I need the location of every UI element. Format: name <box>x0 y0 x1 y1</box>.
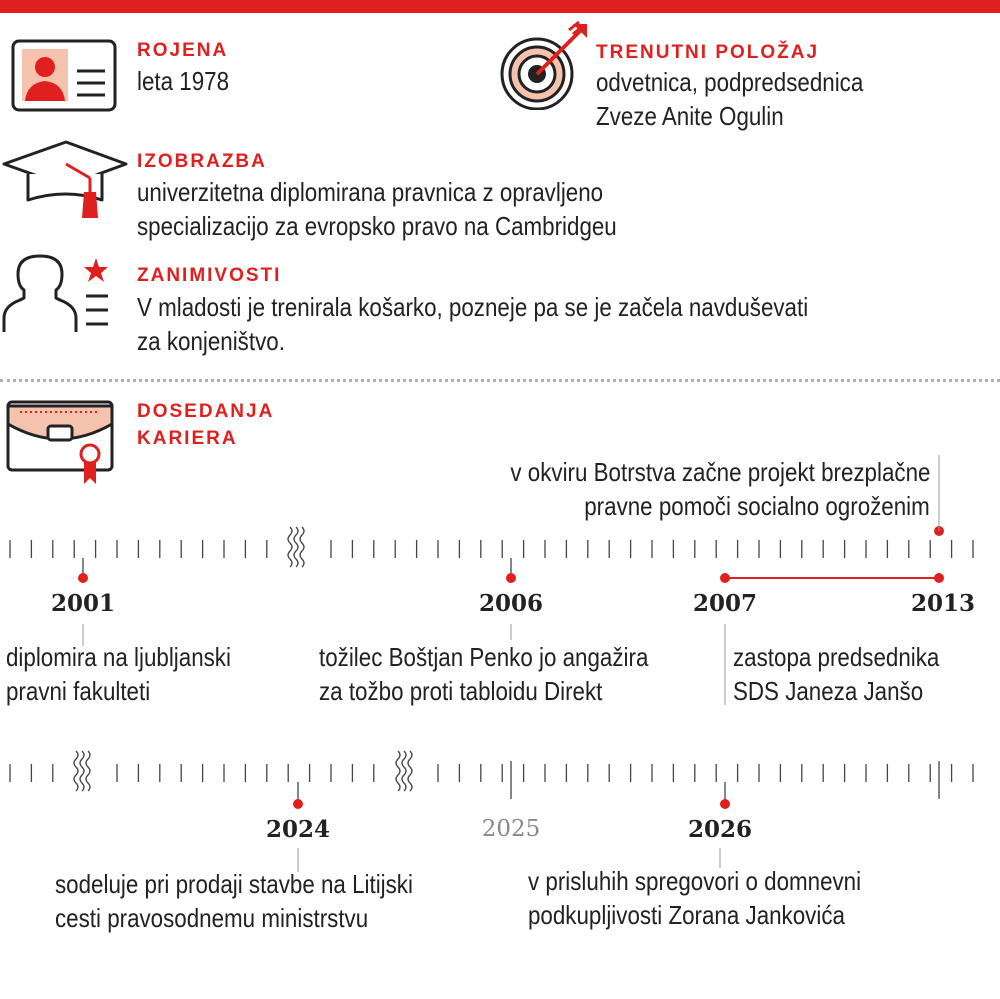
career-label-line-2: KARIERA <box>137 428 238 449</box>
event-2001-line-2: pravni fakulteti <box>6 676 151 706</box>
timeline2-break-mark <box>86 751 90 791</box>
timeline1-break-mark <box>288 527 292 567</box>
education-line-1: univerzitetna diplomirana pravnica z opravljeno <box>137 177 604 207</box>
education-label: IZOBRAZBA <box>137 151 267 172</box>
timeline2-marker-2026 <box>720 799 730 809</box>
timeline1-year-2007: 2007 <box>692 590 758 617</box>
event-2007-line-2: SDS Janeza Janšo <box>733 676 924 706</box>
timeline2-year-2024: 2024 <box>265 816 331 843</box>
event-2006-line-1: tožilec Boštjan Penko jo angažira <box>319 642 649 672</box>
timeline2-current-year: 2025 <box>481 816 541 842</box>
event-2001-line-1: diplomira na ljubljanski <box>6 642 231 672</box>
event-2013-line-2: pravne pomoči socialno ogroženim <box>584 491 930 521</box>
event-2024-line-1: sodeluje pri prodaji stavbe na Litijski <box>55 869 413 899</box>
timeline2-break-mark <box>402 751 406 791</box>
timeline2-break-mark <box>80 751 84 791</box>
interests-label: ZANIMIVOSTI <box>137 265 282 286</box>
timeline2-break-mark <box>74 751 78 791</box>
timeline1-marker-2006 <box>506 573 516 583</box>
event-2026-line-1: v prisluhih spregovori o domnevni <box>528 866 862 896</box>
born-label: ROJENA <box>137 40 229 61</box>
timeline1-break-mark <box>294 527 298 567</box>
career-label-line-1: DOSEDANJA <box>137 401 275 422</box>
position-line-1: odvetnica, podpredsednica <box>596 67 864 97</box>
interests-line-1: V mladosti je trenirala košarko, pozneje pa se je začela navduševati <box>137 292 809 322</box>
timeline1-break-mark <box>300 527 304 567</box>
position-label: TRENUTNI POLOŽAJ <box>596 42 820 63</box>
timeline1-year-2013: 2013 <box>910 590 976 617</box>
position-line-2: Zveze Anite Ogulin <box>596 101 784 131</box>
timeline1-year-2001: 2001 <box>50 590 116 617</box>
timeline1-marker-2007 <box>720 573 730 583</box>
event-2024-line-2: cesti pravosodnemu ministrstvu <box>55 903 369 933</box>
timeline2-break-mark <box>408 751 412 791</box>
event-2007-line-1: zastopa predsednika <box>733 642 940 672</box>
timeline2-marker-2024 <box>293 799 303 809</box>
interests-line-2: za konjeništvo. <box>137 326 285 356</box>
timeline1-year-2006: 2006 <box>478 590 544 617</box>
timeline1-marker-2001 <box>78 573 88 583</box>
born-text: leta 1978 <box>137 66 230 96</box>
event-2006-line-2: za tožbo proti tabloidu Direkt <box>319 676 603 706</box>
timeline1-marker-2013 <box>934 573 944 583</box>
timeline2-break-mark <box>396 751 400 791</box>
event-2026-line-2: podkupljivosti Zorana Jankovića <box>528 900 845 930</box>
timeline2-year-2026: 2026 <box>687 816 753 843</box>
education-line-2: specializacijo za evropsko pravo na Cambridgeu <box>137 211 617 241</box>
event-2013-line-1: v okviru Botrstva začne projekt brezplačne <box>509 457 930 487</box>
